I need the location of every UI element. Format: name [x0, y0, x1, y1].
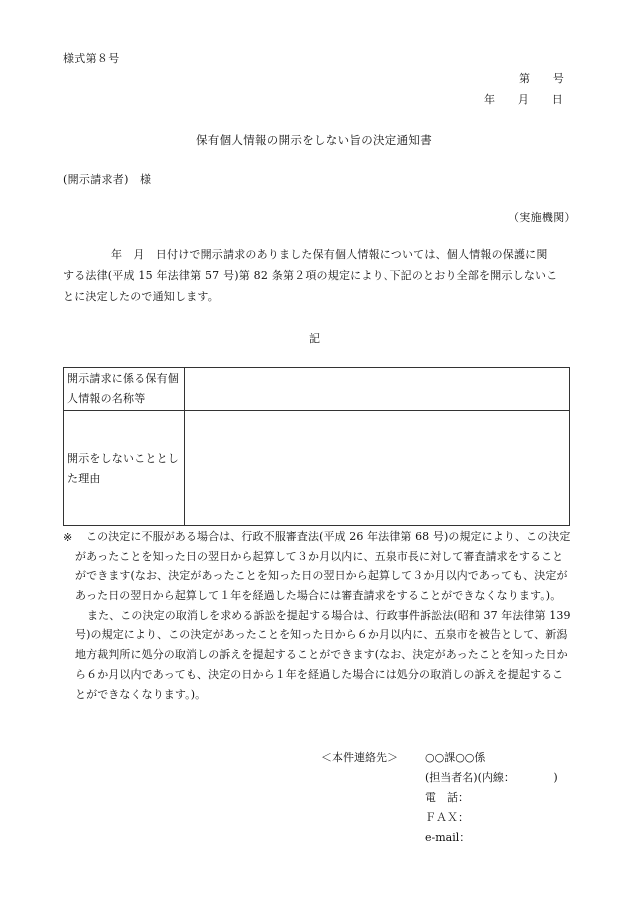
- contact-heading: ＜本件連絡先＞: [321, 751, 398, 764]
- note-line: また、この決定の取消しを求める訴訟を提起する場合は、行政事件訴訟法(昭和 37 年法律第 139: [87, 608, 571, 622]
- label-line: 開示請求に係る保有個: [67, 372, 179, 385]
- contact-fax: ＦＡＸ：: [425, 811, 469, 824]
- table-row: [64, 368, 569, 411]
- note-line: とができなくなります。)。: [75, 687, 207, 701]
- row-label-info-name: [67, 369, 179, 409]
- note-line: があったことを知った日の翌日から起算して３か月以内に、五泉市長に対して審査請求をすること: [75, 549, 564, 563]
- note-line: 地方裁判所に処分の取消しの訴えを提起することができます(なお、決定があったことを知った日か: [75, 648, 568, 662]
- note-line: 号)の規定により、この決定があったことを知った日から６か月以内に、五泉市を被告として、新潟: [75, 628, 568, 642]
- document-date: 年 月 日: [484, 93, 564, 106]
- note-line: この決定に不服がある場合は、行政不服審査法(平成 26 年法律第 68 号)の規定により、この決定: [86, 530, 571, 543]
- note-line: あった日の翌日から起算して１年を経過した場合には審査請求をすることができなくなります。)。: [75, 589, 562, 603]
- form-number: 様式第８号: [63, 52, 120, 65]
- document-number: 第 号: [519, 72, 565, 85]
- addressee: (開示請求者) 様: [63, 173, 152, 186]
- ki-heading: 記: [309, 332, 321, 345]
- contact-email: e-mail：: [425, 831, 471, 844]
- body-line: 年 月 日付けで開示請求のありました保有個人情報については、個人情報の保護に関: [111, 248, 548, 261]
- body-line: とに決定したので通知します。: [63, 290, 219, 303]
- appeal-note: [63, 527, 573, 704]
- decision-table: [63, 367, 570, 526]
- label-line: 開示をしないこととし: [67, 452, 179, 465]
- contact-phone: 電 話：: [425, 791, 469, 804]
- row-label-reason: [67, 449, 179, 489]
- contact-person: (担当者名)(内線： ): [425, 771, 558, 784]
- note-line: ら６か月以内であっても、決定の日から１年を経過した場合には処分の取消しの訴えを提起するこ: [75, 667, 564, 681]
- issuing-agency: （実施機関）: [508, 211, 576, 224]
- contact-dept: ○○課○○係: [425, 751, 486, 764]
- body-line: する法律(平成 15 年法律第 57 号)第 82 条第２項の規定により､下記のとおり全部を開示しないこ: [63, 269, 558, 282]
- contact-block: [425, 748, 558, 848]
- notice-body: [63, 244, 557, 307]
- label-line: た理由: [67, 472, 101, 485]
- note-mark: ※: [63, 531, 73, 544]
- label-line: 人情報の名称等: [67, 392, 146, 405]
- note-line: ができます(なお、決定があったことを知った日の翌日から起算して３か月以内であっても、決定が: [75, 569, 568, 583]
- document-title: 保有個人情報の開示をしない旨の決定通知書: [196, 133, 432, 147]
